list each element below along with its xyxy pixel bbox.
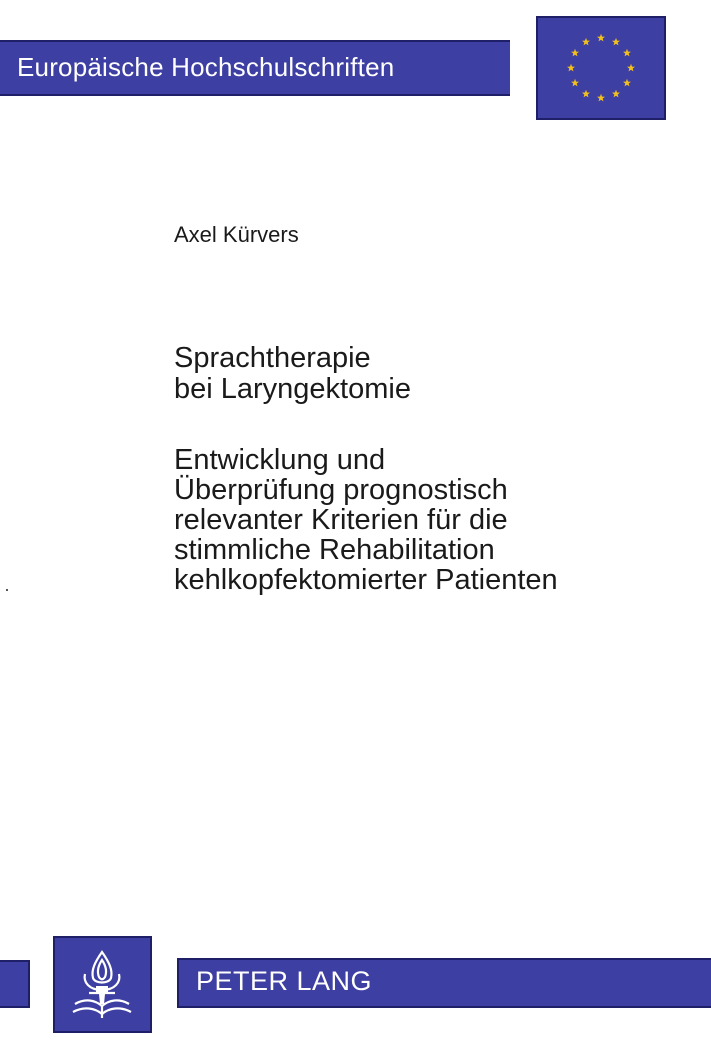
book-subtitle <box>174 445 558 595</box>
eu-star-circle-icon <box>538 18 664 118</box>
subtitle-line: Überprüfung prognostisch <box>174 474 508 506</box>
subtitle-line: kehlkopfektomierter Patienten <box>174 564 558 596</box>
star-icon <box>571 79 579 87</box>
eu-flag <box>536 16 666 120</box>
author-name: Axel Kürvers <box>174 222 299 247</box>
star-icon <box>567 64 575 72</box>
star-icon <box>582 90 590 98</box>
star-icon <box>623 79 631 87</box>
star-icon <box>597 94 605 102</box>
subtitle-line: stimmliche Rehabilitation <box>174 534 495 566</box>
star-icon <box>612 90 620 98</box>
publisher-logo-icon <box>55 938 150 1031</box>
star-icon <box>571 49 579 57</box>
series-title: Europäische Hochschulschriften <box>17 52 395 82</box>
star-icon <box>627 64 635 72</box>
publisher-logo <box>53 936 152 1033</box>
book-title <box>174 343 411 405</box>
left-color-stub <box>0 960 30 1008</box>
subtitle-line: Entwicklung und <box>174 444 386 476</box>
star-icon <box>597 34 605 42</box>
subtitle-line: relevanter Kriterien für die <box>174 504 508 536</box>
print-speck <box>6 589 8 591</box>
star-icon <box>612 38 620 46</box>
star-icon <box>582 38 590 46</box>
title-line: bei Laryngektomie <box>174 373 411 405</box>
star-icon <box>623 49 631 57</box>
publisher-name: PETER LANG <box>196 966 373 996</box>
title-line: Sprachtherapie <box>174 342 371 374</box>
